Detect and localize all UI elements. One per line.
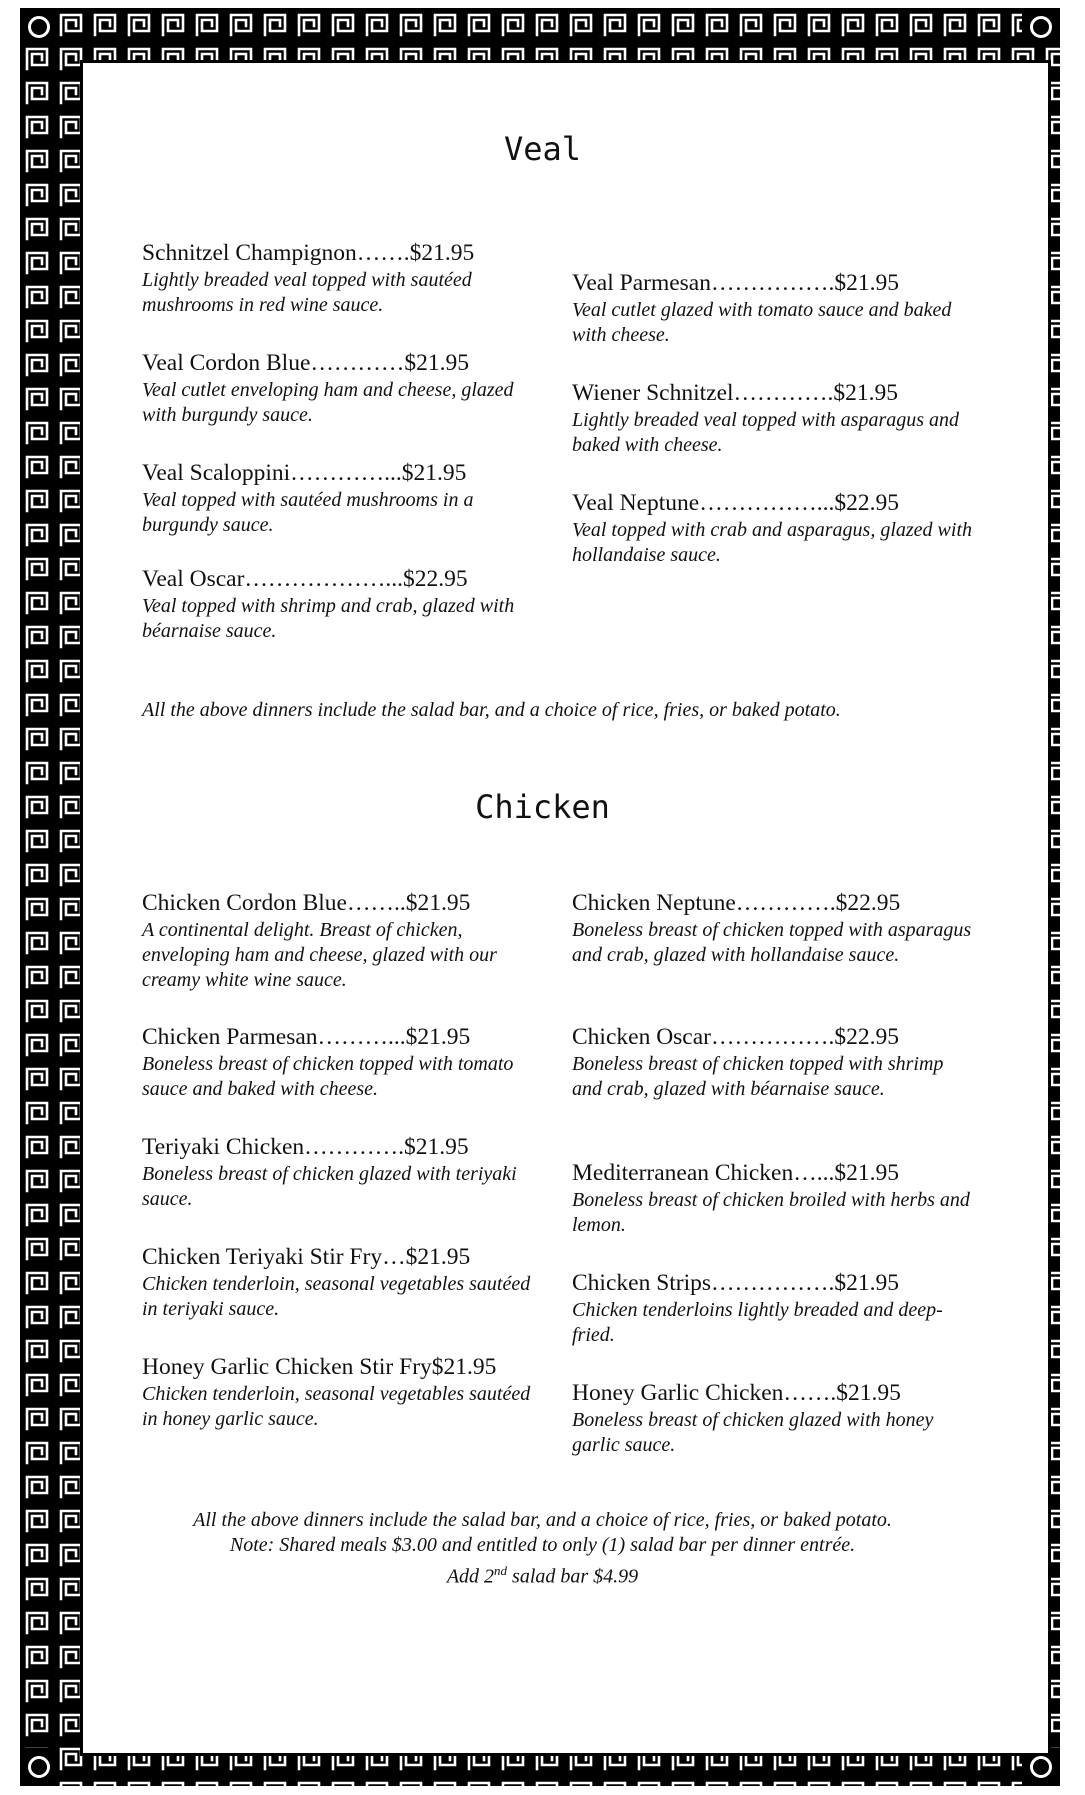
menu-item-title: Chicken Oscar…………….$22.95 (572, 1024, 899, 1050)
menu-item (142, 458, 542, 564)
menu-item (142, 1132, 542, 1242)
menu-item (142, 1352, 542, 1432)
menu-item-title: Chicken Cordon Blue……..$21.95 (142, 890, 471, 916)
menu-item-title: Honey Garlic Chicken Stir Fry$21.95 (142, 1354, 497, 1380)
menu-item-description: Chicken tenderloins lightly breaded and deep-fried. (572, 1299, 943, 1346)
menu-item (572, 888, 972, 1022)
menu-item-title: Mediterranean Chicken…...$21.95 (572, 1160, 899, 1186)
note-line: Note: Shared meals $3.00 and entitled to only (1) salad bar per dinner entrée. (229, 1534, 856, 1556)
menu-item-title: Schnitzel Champignon…….$21.95 (142, 240, 475, 266)
menu-item-title: Honey Garlic Chicken…….$21.95 (572, 1380, 901, 1406)
menu-item-description: Chicken tenderloin, seasonal vegetables sautéed in honey garlic sauce. (142, 1383, 531, 1430)
note-line: All the above dinners include the salad bar, and a choice of rice, fries, or baked potato. (193, 1509, 892, 1531)
menu-item-title: Veal Parmesan…………….$21.95 (572, 270, 899, 296)
veal-dinner-note: All the above dinners include the salad bar, and a choice of rice, fries, or baked potato. (142, 699, 841, 721)
menu-item (572, 1268, 972, 1378)
menu-item-description: Lightly breaded veal topped with asparagus and baked with cheese. (572, 409, 960, 456)
menu-item-title: Veal Neptune……………...$22.95 (572, 490, 899, 516)
note-superscript: nd (494, 1563, 508, 1578)
menu-item (142, 1242, 542, 1352)
menu-item (142, 348, 542, 458)
menu-item-title: Chicken Teriyaki Stir Fry…$21.95 (142, 1244, 471, 1270)
menu-item (142, 888, 542, 1022)
menu-item-title: Wiener Schnitzel………….$21.95 (572, 380, 899, 406)
menu-item-description: Boneless breast of chicken broiled with herbs and lemon. (572, 1189, 970, 1236)
chicken-dinner-note (0, 1508, 1085, 1590)
menu-item (572, 1158, 972, 1268)
menu-item (572, 378, 972, 488)
veal-right-column (572, 268, 972, 568)
menu-item-description: Veal topped with shrimp and crab, glazed with béarnaise sauce. (142, 595, 515, 642)
chicken-left-column (142, 888, 542, 1432)
menu-item-description: Lightly breaded veal topped with sautéed mushrooms in red wine sauce. (142, 269, 472, 316)
note-line (0, 1558, 1085, 1590)
menu-item-title: Veal Cordon Blue…………$21.95 (142, 350, 470, 376)
menu-item-title: Teriyaki Chicken………….$21.95 (142, 1134, 469, 1160)
menu-item-description: Veal cutlet glazed with tomato sauce and baked with cheese. (572, 299, 952, 346)
menu-item (572, 488, 972, 568)
note-text: salad bar $4.99 (507, 1565, 639, 1588)
menu-item (142, 1022, 542, 1132)
menu-item (572, 1378, 972, 1458)
note-text: Add 2 (446, 1565, 495, 1588)
menu-item-title: Chicken Neptune………….$22.95 (572, 890, 901, 916)
menu-item-description: Boneless breast of chicken topped with shrimp and crab, glazed with béarnaise sauce. (572, 1053, 944, 1100)
menu-item-title: Veal Scaloppini…………...$21.95 (142, 460, 467, 486)
menu-item-description: Veal topped with crab and asparagus, glazed with hollandaise sauce. (572, 519, 972, 566)
menu-item-description: Boneless breast of chicken topped with tomato sauce and baked with cheese. (142, 1053, 514, 1100)
menu-item-title: Chicken Strips…………….$21.95 (572, 1270, 900, 1296)
chicken-section-title: Chicken (475, 788, 610, 826)
veal-section-title: Veal (503, 130, 582, 168)
menu-item (572, 268, 972, 378)
menu-item-title: Chicken Parmesan………...$21.95 (142, 1024, 471, 1050)
menu-item-description: A continental delight. Breast of chicken, enveloping ham and cheese, glazed with our creamy white wine sauce. (142, 919, 497, 991)
menu-item-description: Boneless breast of chicken glazed with teriyaki sauce. (142, 1163, 517, 1210)
menu-item-description: Veal topped with sautéed mushrooms in a burgundy sauce. (142, 489, 474, 536)
menu-item-title: Veal Oscar………………...$22.95 (142, 566, 468, 592)
menu-item-description: Boneless breast of chicken topped with asparagus and crab, glazed with hollandaise sauce. (572, 919, 972, 966)
chicken-right-column (572, 888, 972, 1458)
menu-item (142, 238, 542, 348)
menu-item-description: Chicken tenderloin, seasonal vegetables sautéed in teriyaki sauce. (142, 1273, 531, 1320)
menu-item (142, 564, 542, 644)
menu-item (572, 1022, 972, 1158)
menu-item-description: Veal cutlet enveloping ham and cheese, glazed with burgundy sauce. (142, 379, 514, 426)
veal-left-column (142, 238, 542, 644)
menu-item-description: Boneless breast of chicken glazed with honey garlic sauce. (572, 1409, 934, 1456)
